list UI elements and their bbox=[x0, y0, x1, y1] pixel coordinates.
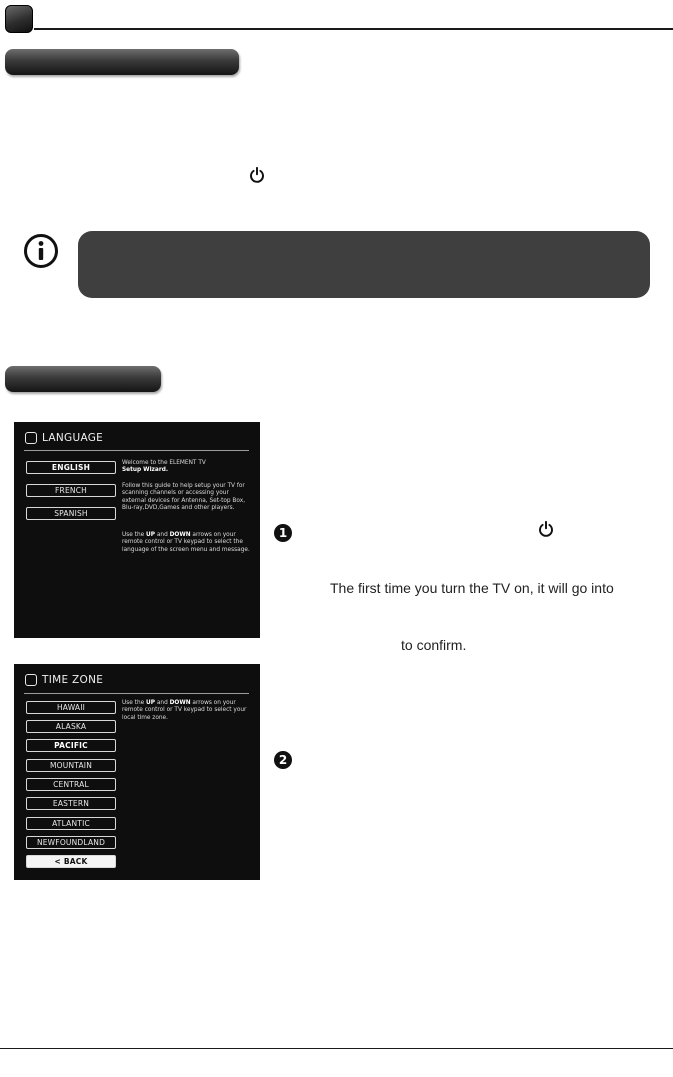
language-instructions: Use the UP and DOWN arrows on your remote control or TV keypad to select the language of the screen menu and message. bbox=[122, 532, 250, 553]
power-icon bbox=[248, 166, 266, 184]
step-2-badge: 2 bbox=[274, 751, 292, 769]
step-1-text-line-2: to confirm. bbox=[401, 637, 467, 653]
language-title-rule bbox=[24, 450, 249, 451]
timezone-title: TIME ZONE bbox=[42, 674, 104, 686]
timezone-title-row bbox=[25, 674, 103, 686]
footer-rule bbox=[0, 1048, 673, 1049]
checkbox-icon bbox=[25, 674, 37, 686]
language-welcome bbox=[122, 460, 252, 475]
timezone-option-alaska[interactable]: ALASKA bbox=[26, 720, 116, 733]
step-1-text-line-1: The first time you turn the TV on, it will go into bbox=[330, 580, 614, 596]
timezone-option-atlantic[interactable]: ATLANTIC bbox=[26, 817, 116, 830]
section-tab-2 bbox=[5, 366, 161, 392]
timezone-title-rule bbox=[24, 693, 249, 694]
section-tab-1 bbox=[5, 49, 239, 75]
checkbox-icon bbox=[25, 432, 37, 444]
welcome-line-2: Setup Wizard. bbox=[122, 467, 169, 474]
language-option-french[interactable]: FRENCH bbox=[26, 484, 116, 497]
back-button[interactable]: < BACK bbox=[26, 855, 116, 868]
language-title: LANGUAGE bbox=[42, 432, 104, 444]
language-title-row bbox=[25, 432, 103, 444]
language-option-english[interactable]: ENGLISH bbox=[26, 461, 116, 474]
timezone-option-newfoundland[interactable]: NEWFOUNDLAND bbox=[26, 836, 116, 849]
welcome-line-1: Welcome to the ELEMENT TV bbox=[122, 460, 206, 466]
power-icon bbox=[537, 520, 555, 538]
timezone-screen bbox=[14, 664, 260, 880]
timezone-option-central[interactable]: CENTRAL bbox=[26, 778, 116, 791]
note-box bbox=[78, 231, 650, 298]
language-option-spanish[interactable]: SPANISH bbox=[26, 507, 116, 520]
timezone-instructions: Use the UP and DOWN arrows on your remote control or TV keypad to select your local time zone. bbox=[122, 700, 247, 721]
step-1-badge: 1 bbox=[274, 524, 292, 542]
timezone-option-mountain[interactable]: MOUNTAIN bbox=[26, 759, 116, 772]
language-guide: Follow this guide to help setup your TV for scanning channels or accessing your external devices for Antenna, Set-top Box, Blu-ray,DVD,Games and other players. bbox=[122, 483, 246, 512]
timezone-option-eastern[interactable]: EASTERN bbox=[26, 797, 116, 810]
timezone-option-hawaii[interactable]: HAWAII bbox=[26, 701, 116, 714]
language-screen bbox=[14, 422, 260, 638]
info-icon bbox=[23, 233, 59, 269]
corner-square-icon bbox=[5, 5, 33, 33]
header-rule bbox=[34, 28, 673, 30]
timezone-option-pacific[interactable]: PACIFIC bbox=[26, 739, 116, 752]
